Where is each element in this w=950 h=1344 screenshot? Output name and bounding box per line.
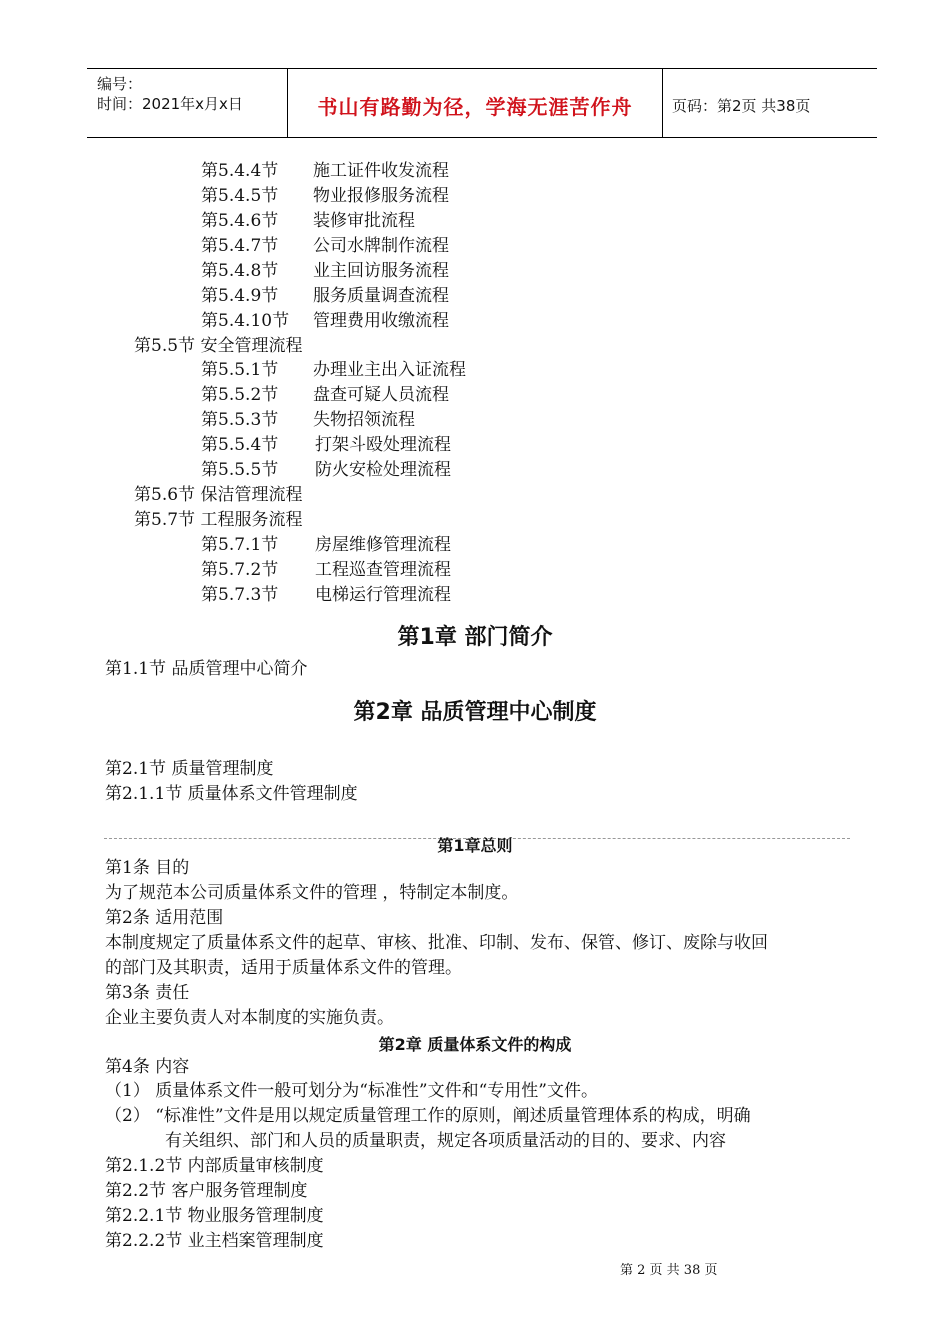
header-page-cell bbox=[662, 69, 877, 137]
article-heading: 第3条 责任 bbox=[105, 983, 190, 1003]
toc-item bbox=[201, 235, 449, 257]
toc-title: 电梯运行管理流程 bbox=[315, 585, 451, 605]
toc-num: 第5.5.2节 bbox=[201, 385, 279, 405]
toc-title: 防火安检处理流程 bbox=[315, 460, 451, 480]
toc-num: 第5.5.4节 bbox=[201, 435, 279, 455]
sub-chapter-heading: 第1章总则 bbox=[437, 836, 513, 855]
toc-num: 第5.4.5节 bbox=[201, 186, 279, 206]
article-text: 的部门及其职责，适用于质量体系文件的管理。 bbox=[105, 958, 462, 978]
article-heading: 第1条 目的 bbox=[105, 858, 190, 878]
header-code-label: 编号： bbox=[97, 75, 143, 93]
toc-title: 业主回访服务流程 bbox=[313, 261, 449, 281]
toc-title: 办理业主出入证流程 bbox=[313, 360, 466, 380]
section-heading: 第2.2节 客户服务管理制度 bbox=[105, 1181, 308, 1201]
toc-item bbox=[201, 584, 451, 606]
header-motto-cell bbox=[287, 69, 663, 137]
toc-num: 第5.4.4节 bbox=[201, 161, 279, 181]
toc-section: 第5.5节 安全管理流程 bbox=[134, 336, 303, 356]
toc-item bbox=[201, 185, 449, 207]
article-text: 企业主要负责人对本制度的实施负责。 bbox=[105, 1008, 394, 1028]
toc-title: 施工证件收发流程 bbox=[313, 161, 449, 181]
toc-num: 第5.7.1节 bbox=[201, 535, 279, 555]
toc-title: 服务质量调查流程 bbox=[313, 286, 449, 306]
toc-item bbox=[201, 459, 451, 481]
section-heading: 第2.2.2节 业主档案管理制度 bbox=[105, 1231, 324, 1251]
section-heading: 第2.2.1节 物业服务管理制度 bbox=[105, 1206, 324, 1226]
article-heading: 第4条 内容 bbox=[105, 1057, 190, 1077]
toc-num: 第5.4.9节 bbox=[201, 286, 279, 306]
section-heading: 第2.1.2节 内部质量审核制度 bbox=[105, 1156, 324, 1176]
toc-section: 第5.7节 工程服务流程 bbox=[134, 510, 303, 530]
toc-title: 公司水牌制作流程 bbox=[313, 236, 449, 256]
toc-title: 管理费用收缴流程 bbox=[313, 311, 449, 331]
article-heading: 第2条 适用范围 bbox=[105, 908, 224, 928]
header-page-label: 页码：第2页 共38页 bbox=[672, 97, 811, 115]
chapter-heading: 第2章 品质管理中心制度 bbox=[353, 700, 597, 725]
toc-num: 第5.7.2节 bbox=[201, 560, 279, 580]
toc-item bbox=[201, 359, 466, 381]
toc-item bbox=[201, 384, 449, 406]
toc-title: 装修审批流程 bbox=[313, 211, 415, 231]
toc-item bbox=[201, 285, 449, 307]
header-time-label: 时间：2021年x月x日 bbox=[97, 95, 243, 113]
toc-item bbox=[201, 559, 451, 581]
page-header bbox=[87, 68, 877, 138]
toc-num: 第5.7.3节 bbox=[201, 585, 279, 605]
toc-item bbox=[201, 534, 451, 556]
toc-title: 盘查可疑人员流程 bbox=[313, 385, 449, 405]
toc-title: 工程巡查管理流程 bbox=[315, 560, 451, 580]
toc-num: 第5.4.8节 bbox=[201, 261, 279, 281]
footer-page-number: 第 2 页 共 38 页 bbox=[620, 1263, 718, 1278]
toc-num: 第5.5.1节 bbox=[201, 360, 279, 380]
article-text: 为了规范本公司质量体系文件的管理 ，特制定本制度。 bbox=[105, 883, 519, 903]
toc-title: 物业报修服务流程 bbox=[313, 186, 449, 206]
toc-item bbox=[201, 409, 415, 431]
section-heading: 第1.1节 品质管理中心简介 bbox=[105, 659, 308, 679]
toc-item bbox=[201, 310, 449, 332]
list-item: （2） “标准性”文件是用以规定质量管理工作的原则，阐述质量管理体系的构成，明确 bbox=[105, 1106, 751, 1126]
list-item: （1） 质量体系文件一般可划分为“标准性”文件和“专用性”文件。 bbox=[105, 1081, 598, 1101]
toc-item bbox=[201, 260, 449, 282]
toc-num: 第5.5.3节 bbox=[201, 410, 279, 430]
header-meta-cell bbox=[87, 69, 287, 137]
section-heading: 第2.1.1节 质量体系文件管理制度 bbox=[105, 784, 358, 804]
toc-num: 第5.4.6节 bbox=[201, 211, 279, 231]
toc-num: 第5.4.10节 bbox=[201, 311, 290, 331]
header-motto: 书山有路勤为径，学海无涯苦作舟 bbox=[317, 95, 633, 119]
toc-num: 第5.5.5节 bbox=[201, 460, 279, 480]
toc-item bbox=[201, 434, 451, 456]
chapter-heading: 第1章 部门简介 bbox=[397, 625, 553, 650]
toc-title: 房屋维修管理流程 bbox=[315, 535, 451, 555]
sub-chapter-heading: 第2章 质量体系文件的构成 bbox=[378, 1035, 572, 1054]
toc-num: 第5.4.7节 bbox=[201, 236, 279, 256]
list-item-continuation: 有关组织、部门和人员的质量职责，规定各项质量活动的目的、要求、内容 bbox=[165, 1131, 726, 1151]
toc-title: 打架斗殴处理流程 bbox=[315, 435, 451, 455]
toc-item bbox=[201, 160, 449, 182]
toc-section: 第5.6节 保洁管理流程 bbox=[134, 485, 303, 505]
toc-item bbox=[201, 210, 415, 232]
toc-title: 失物招领流程 bbox=[313, 410, 415, 430]
section-heading: 第2.1节 质量管理制度 bbox=[105, 759, 274, 779]
article-text: 本制度规定了质量体系文件的起草、审核、批准、印制、发布、保管、修订、废除与收回 bbox=[105, 933, 768, 953]
